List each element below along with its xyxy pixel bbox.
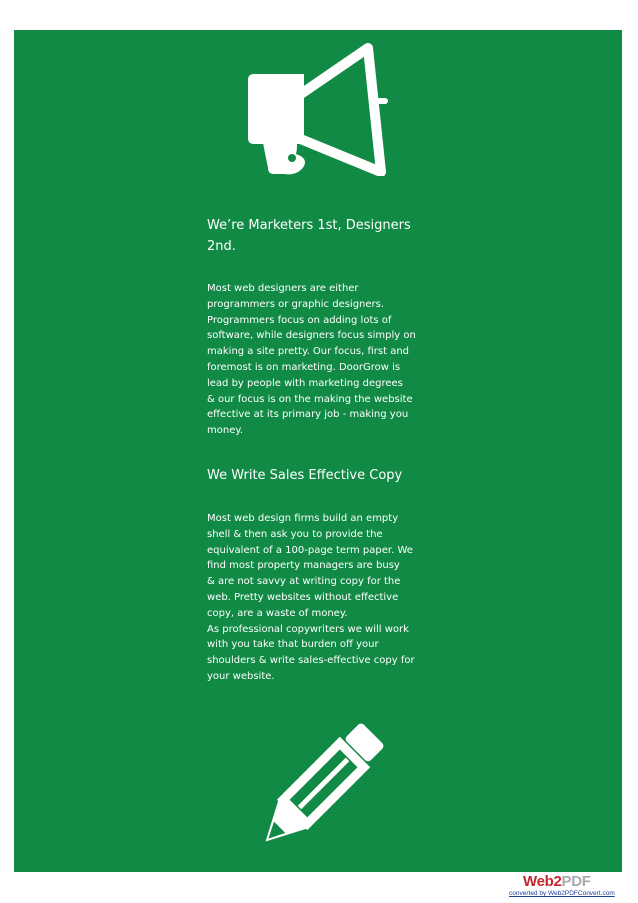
section-body-copy: Most web design firms build an empty shell & then ask you to provide the equivalent of a 100-page term paper. We find most property managers are busy & are not savvy at writing copy for the web. Pretty websites without effective copy, are a waste of money. As professional copywriters we will work with you take that burden off your shoulders & write sales-effective copy for your website.	[207, 513, 415, 682]
web2pdf-logo	[523, 874, 591, 890]
section-body-marketers: Most web designers are either programmers or graphic designers. Programmers focus on adding lots of software, while designers focus simply on making a site pretty. Our focus, first and foremost is on marketing. DoorGrow is lead by people with marketing degrees & our focus is on the making the website effective at its primary job - making you money.	[207, 283, 416, 437]
megaphone-icon	[238, 40, 388, 176]
logo-pdf: PDF	[561, 873, 591, 890]
pencil-icon	[252, 718, 388, 856]
web2pdf-badge[interactable]	[505, 874, 617, 900]
section-heading-copy: We Write Sales Effective Copy	[207, 468, 403, 483]
converted-by-link[interactable]: converted by Web2PDFConvert.com	[509, 890, 615, 897]
logo-web2: Web2	[523, 873, 562, 890]
section-heading-marketers: We’re Marketers 1st, Designers 2nd.	[207, 218, 411, 254]
